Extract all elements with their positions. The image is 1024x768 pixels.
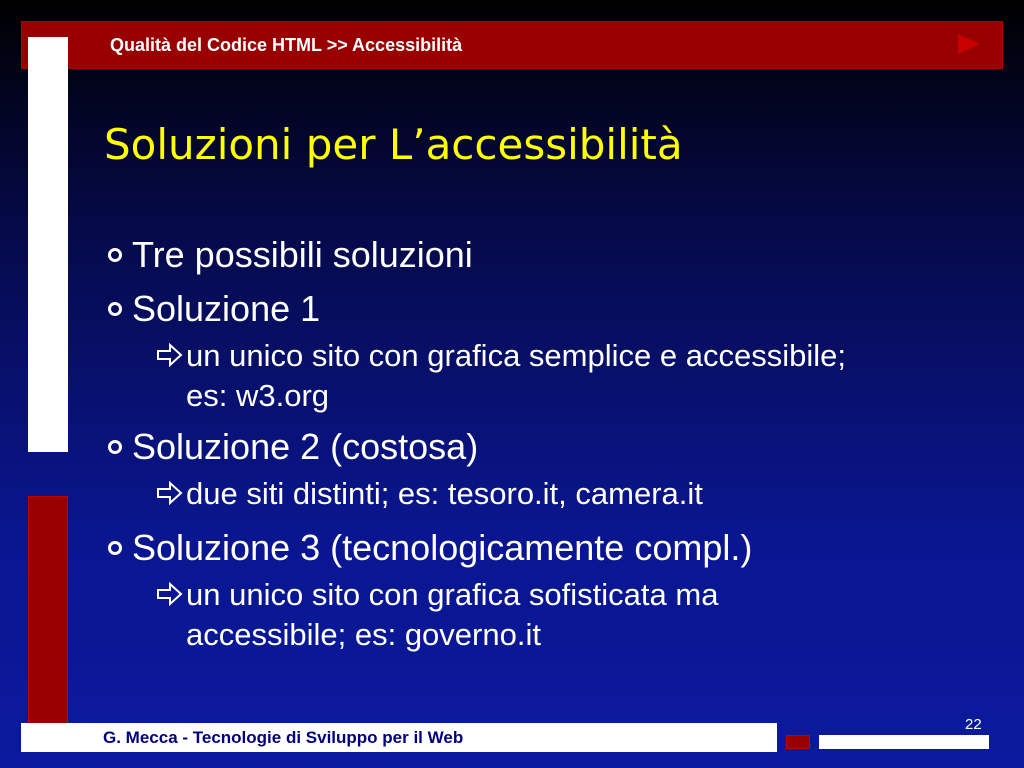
outline-right-arrow-icon	[156, 477, 186, 517]
sub-list-item	[156, 474, 984, 517]
list-item-text: Tre possibili soluzioni	[132, 234, 473, 275]
list-item	[104, 523, 984, 573]
sub-list-item-text: un unico sito con grafica semplice e accessibile; es: w3.org	[186, 338, 846, 413]
outline-right-arrow-icon	[156, 578, 186, 618]
list-item-text: Soluzione 2 (costosa)	[132, 426, 479, 467]
next-triangle-icon[interactable]	[958, 34, 980, 54]
left-decoration-red	[28, 496, 68, 734]
list-item	[104, 230, 984, 280]
page-number: 22	[965, 716, 982, 733]
list-item	[104, 284, 984, 334]
slide-title: Soluzioni per L’accessibilità	[104, 120, 683, 169]
sub-list-item-text: un unico sito con grafica sofisticata ma accessibile; es: governo.it	[186, 577, 719, 652]
left-decoration-white	[28, 37, 68, 452]
slide-content	[104, 226, 984, 661]
hollow-circle-bullet-icon	[108, 302, 122, 316]
sub-list-item-text: due siti distinti; es: tesoro.it, camera.it	[186, 476, 703, 511]
list-item	[104, 422, 984, 472]
hollow-circle-bullet-icon	[108, 541, 122, 555]
outline-right-arrow-icon	[156, 339, 186, 379]
slide-header-bar	[21, 21, 1003, 69]
sub-list-item	[156, 336, 984, 416]
hollow-circle-bullet-icon	[108, 440, 122, 454]
footer-author: G. Mecca - Tecnologie di Sviluppo per il Web	[103, 728, 464, 747]
list-item-text: Soluzione 3 (tecnologicamente compl.)	[132, 527, 753, 568]
list-item-text: Soluzione 1	[132, 288, 321, 329]
footer-bar	[21, 723, 777, 752]
breadcrumb: Qualità del Codice HTML >> Accessibilità	[110, 35, 463, 55]
footer-decoration-white	[819, 735, 989, 749]
hollow-circle-bullet-icon	[108, 248, 122, 262]
sub-list-item	[156, 575, 984, 655]
footer-decoration-red	[786, 735, 810, 749]
